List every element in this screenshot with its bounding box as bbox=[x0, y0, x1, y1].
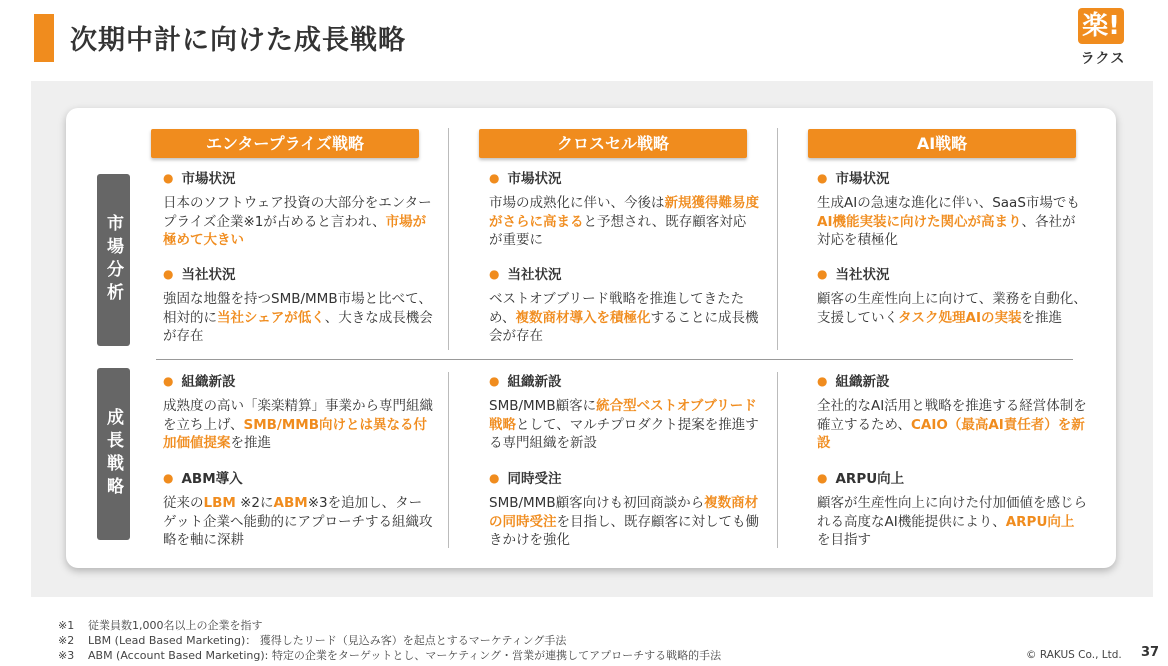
body-text: 成熟度の高い「楽楽精算」事業から専門組織を立ち上げ、 bbox=[163, 398, 433, 433]
block-text bbox=[817, 290, 1087, 327]
block-text bbox=[817, 194, 1087, 250]
enterprise-abm-block bbox=[163, 470, 433, 550]
block-heading: 当社状況 bbox=[835, 267, 890, 283]
row-divider bbox=[156, 359, 1073, 360]
block-text bbox=[817, 494, 1087, 550]
copyright: © RAKUS Co., Ltd. bbox=[1026, 649, 1122, 661]
side-label-growth-strategy: 成長戦略 bbox=[97, 368, 130, 540]
cross-sell-order-block bbox=[489, 470, 759, 550]
body-text: を推進 bbox=[230, 435, 271, 451]
block-heading: 組織新設 bbox=[181, 374, 236, 390]
bullet-icon: ● bbox=[489, 471, 500, 485]
bullet-icon: ● bbox=[489, 374, 500, 388]
ai-market-block bbox=[817, 170, 1087, 250]
footnote: ※1 従業員数1,000名以上の企業を指す bbox=[58, 619, 263, 632]
block-text bbox=[817, 397, 1087, 453]
body-text: を目指す bbox=[817, 532, 871, 548]
bullet-icon: ● bbox=[163, 374, 174, 388]
highlight-text: CAIO（最高AI責任者）を新設 bbox=[817, 416, 1085, 451]
block-heading: 当社状況 bbox=[181, 267, 236, 283]
highlight-text: 複数商材の同時受注 bbox=[489, 495, 759, 530]
body-text: ※3を追加し、ターゲット企業へ能動的にアプローチする組織攻略を軸に深耕 bbox=[163, 495, 433, 548]
bullet-icon: ● bbox=[163, 471, 174, 485]
column-divider bbox=[777, 128, 778, 350]
highlight-text: 当社シェアが低く bbox=[217, 309, 325, 326]
block-text bbox=[489, 290, 759, 346]
body-text: SMB/MMB顧客向けも初回商談から bbox=[489, 495, 705, 511]
highlight-text: SMB/MMB向けとは異なる付加価値提案 bbox=[163, 416, 428, 451]
highlight-text: タスク処理AIの実装 bbox=[898, 309, 1022, 326]
column-header-ai: AI戦略 bbox=[808, 129, 1076, 158]
body-text: を目指し、既存顧客に対しても働きかけを強化 bbox=[489, 513, 759, 548]
block-heading: 市場状況 bbox=[835, 171, 890, 187]
footnote: ※2 LBM (Lead Based Marketing)： 獲得したリード（見込み客）を起点とするマーケティング手法 bbox=[58, 634, 567, 647]
column-divider bbox=[448, 372, 449, 548]
block-text bbox=[489, 494, 759, 550]
enterprise-company-block bbox=[163, 266, 433, 346]
bullet-icon: ● bbox=[817, 267, 828, 281]
body-text: を推進 bbox=[1021, 309, 1062, 326]
rakus-logo bbox=[1078, 8, 1128, 68]
body-text: 日本のソフトウェア投資の大部分をエンタープライズ企業※1が占めると言われ、 bbox=[163, 195, 432, 230]
highlight-text: ARPU向上 bbox=[1005, 513, 1075, 530]
highlight-text: 新規獲得難易度がさらに高まる bbox=[489, 195, 759, 230]
body-text: ベストオブブリード戦略を推進してきたため、 bbox=[489, 291, 745, 326]
ai-arpu-block bbox=[817, 470, 1087, 550]
cross-sell-company-block bbox=[489, 266, 759, 346]
block-heading: 同時受注 bbox=[507, 471, 562, 487]
body-text: 従来の bbox=[163, 495, 204, 511]
block-heading: ABM導入 bbox=[181, 471, 243, 487]
body-text: ※2に bbox=[235, 495, 274, 511]
title-accent-bar bbox=[34, 14, 54, 62]
column-header-enterprise: エンタープライズ戦略 bbox=[151, 129, 419, 158]
highlight-text: 複数商材導入を積極化 bbox=[515, 309, 651, 326]
body-text: SMB/MMB顧客に bbox=[489, 398, 597, 414]
bullet-icon: ● bbox=[163, 267, 174, 281]
body-text: 、各社が対応を積極化 bbox=[817, 213, 1076, 248]
footnote: ※3 ABM (Account Based Marketing): 特定の企業をターゲットとし、マーケティング・営業が連携してアプローチする戦略的手法 bbox=[58, 649, 722, 662]
body-text: 生成AIの急速な進化に伴い、SaaS市場でも bbox=[817, 195, 1080, 211]
bullet-icon: ● bbox=[163, 171, 174, 185]
body-text: 顧客が生産性向上に向けた付加価値を感じられる高度なAI機能提供により、 bbox=[817, 495, 1087, 530]
block-heading: ARPU向上 bbox=[835, 471, 905, 487]
block-heading: 組織新設 bbox=[507, 374, 562, 390]
column-divider bbox=[777, 372, 778, 548]
block-heading: 組織新設 bbox=[835, 374, 890, 390]
block-text bbox=[489, 397, 759, 453]
bullet-icon: ● bbox=[817, 171, 828, 185]
enterprise-org-block bbox=[163, 373, 433, 453]
block-heading: 当社状況 bbox=[507, 267, 562, 283]
ai-company-block bbox=[817, 266, 1087, 327]
ai-org-block bbox=[817, 373, 1087, 453]
highlight-text: AI機能実装に向けた関心が高まり bbox=[817, 213, 1022, 230]
highlight-text: LBM bbox=[203, 495, 236, 511]
cross-sell-market-block bbox=[489, 170, 759, 250]
body-text: 顧客の生産性向上に向けて、業務を自動化、支援していく bbox=[817, 291, 1087, 326]
cross-sell-org-block bbox=[489, 373, 759, 453]
body-text: 強固な地盤を持つSMB/MMB市場と比べて、相対的に bbox=[163, 291, 432, 326]
bullet-icon: ● bbox=[489, 171, 500, 185]
footnotes bbox=[58, 618, 721, 663]
body-text: 市場の成熟化に伴い、今後は bbox=[489, 195, 665, 211]
highlight-text: ABM bbox=[273, 495, 308, 511]
body-text: として、マルチプロダクト提案を推進する専門組織を新設 bbox=[489, 416, 759, 451]
highlight-text: 統合型ベストオブブリード戦略 bbox=[489, 398, 757, 433]
block-text bbox=[163, 290, 433, 346]
block-text bbox=[163, 194, 433, 250]
enterprise-market-block bbox=[163, 170, 433, 250]
page-number: 37 bbox=[1141, 645, 1160, 660]
block-heading: 市場状況 bbox=[181, 171, 236, 187]
logo-text: ラクス bbox=[1080, 51, 1126, 67]
highlight-text: 市場が極めて大きい bbox=[163, 213, 427, 248]
block-text bbox=[489, 194, 759, 250]
body-text: と予想され、既存顧客対応が重要に bbox=[489, 213, 747, 248]
block-text bbox=[163, 397, 433, 453]
body-text: することに成長機会が存在 bbox=[489, 309, 759, 344]
side-label-market-analysis: 市場分析 bbox=[97, 174, 130, 346]
body-text: 、大きな成長機会が存在 bbox=[163, 309, 433, 344]
column-header-cross-sell: クロスセル戦略 bbox=[479, 129, 747, 158]
column-divider bbox=[448, 128, 449, 350]
bullet-icon: ● bbox=[817, 471, 828, 485]
bullet-icon: ● bbox=[489, 267, 500, 281]
body-text: 全社的なAI活用と戦略を推進する経営体制を確立するため、 bbox=[817, 398, 1087, 433]
logo-mark: 楽! bbox=[1078, 8, 1124, 44]
bullet-icon: ● bbox=[817, 374, 828, 388]
block-heading: 市場状況 bbox=[507, 171, 562, 187]
page-title: 次期中計に向けた成長戦略 bbox=[70, 25, 406, 56]
block-text bbox=[163, 494, 433, 550]
